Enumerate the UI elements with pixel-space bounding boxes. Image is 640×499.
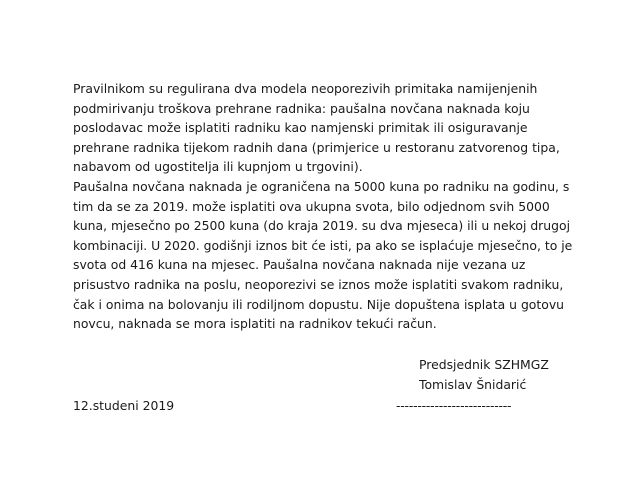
paragraph-line: svota od 416 kuna na mjesec. Paušalna novčana naknada nije vezana uz [73, 257, 526, 273]
paragraph-line: Pravilnikom su regulirana dva modela neoporezivih primitaka namijenjenih [73, 81, 538, 96]
paragraph-line: kuna, mjesečno po 2500 kuna (do kraja 2019. su dva mjeseca) ili u nekoj drugoj [73, 218, 571, 234]
signatory-name: Tomislav Šnidarić [419, 377, 527, 392]
document-body [73, 79, 593, 334]
paragraph-line: Paušalna novčana naknada je ograničena na 5000 kuna po radniku na godinu, s [73, 178, 570, 194]
paragraph-line: nabavom od ugostitelja ili kupnjom u trgovini). [73, 159, 363, 175]
paragraph-line: tim da se za 2019. može isplatiti ova ukupna svota, bilo odjednom svih 5000 [73, 198, 550, 214]
document-date: 12.studeni 2019 [73, 398, 175, 413]
signature-line: --------------------------- [396, 398, 512, 413]
paragraph-line: poslodavac može isplatiti radniku kao namjenski primitak ili osiguravanje [73, 120, 528, 136]
paragraph-line: kombinaciji. U 2020. godišnji iznos bit će isti, pa ako se isplaćuje mjesečno, to je [73, 237, 573, 253]
paragraph-line: novcu, naknada se mora isplatiti na radnikov tekući račun. [73, 316, 437, 332]
signature-block [419, 355, 549, 395]
paragraph-line: podmirivanju troškova prehrane radnika: paušalna novčana naknada koju [73, 100, 530, 116]
paragraph-line: prehrane radnika tijekom radnih dana (primjerice u restoranu zatvorenog tipa, [73, 139, 560, 155]
paragraph-line: čak i onima na bolovanju ili rodiljnom dopustu. Nije dopuštena isplata u gotovu [73, 296, 565, 312]
signatory-title: Predsjednik SZHMGZ [419, 357, 549, 372]
paragraph-line: prisustvo radnika na poslu, neoporezivi se iznos može isplatiti svakom radniku, [73, 276, 564, 292]
